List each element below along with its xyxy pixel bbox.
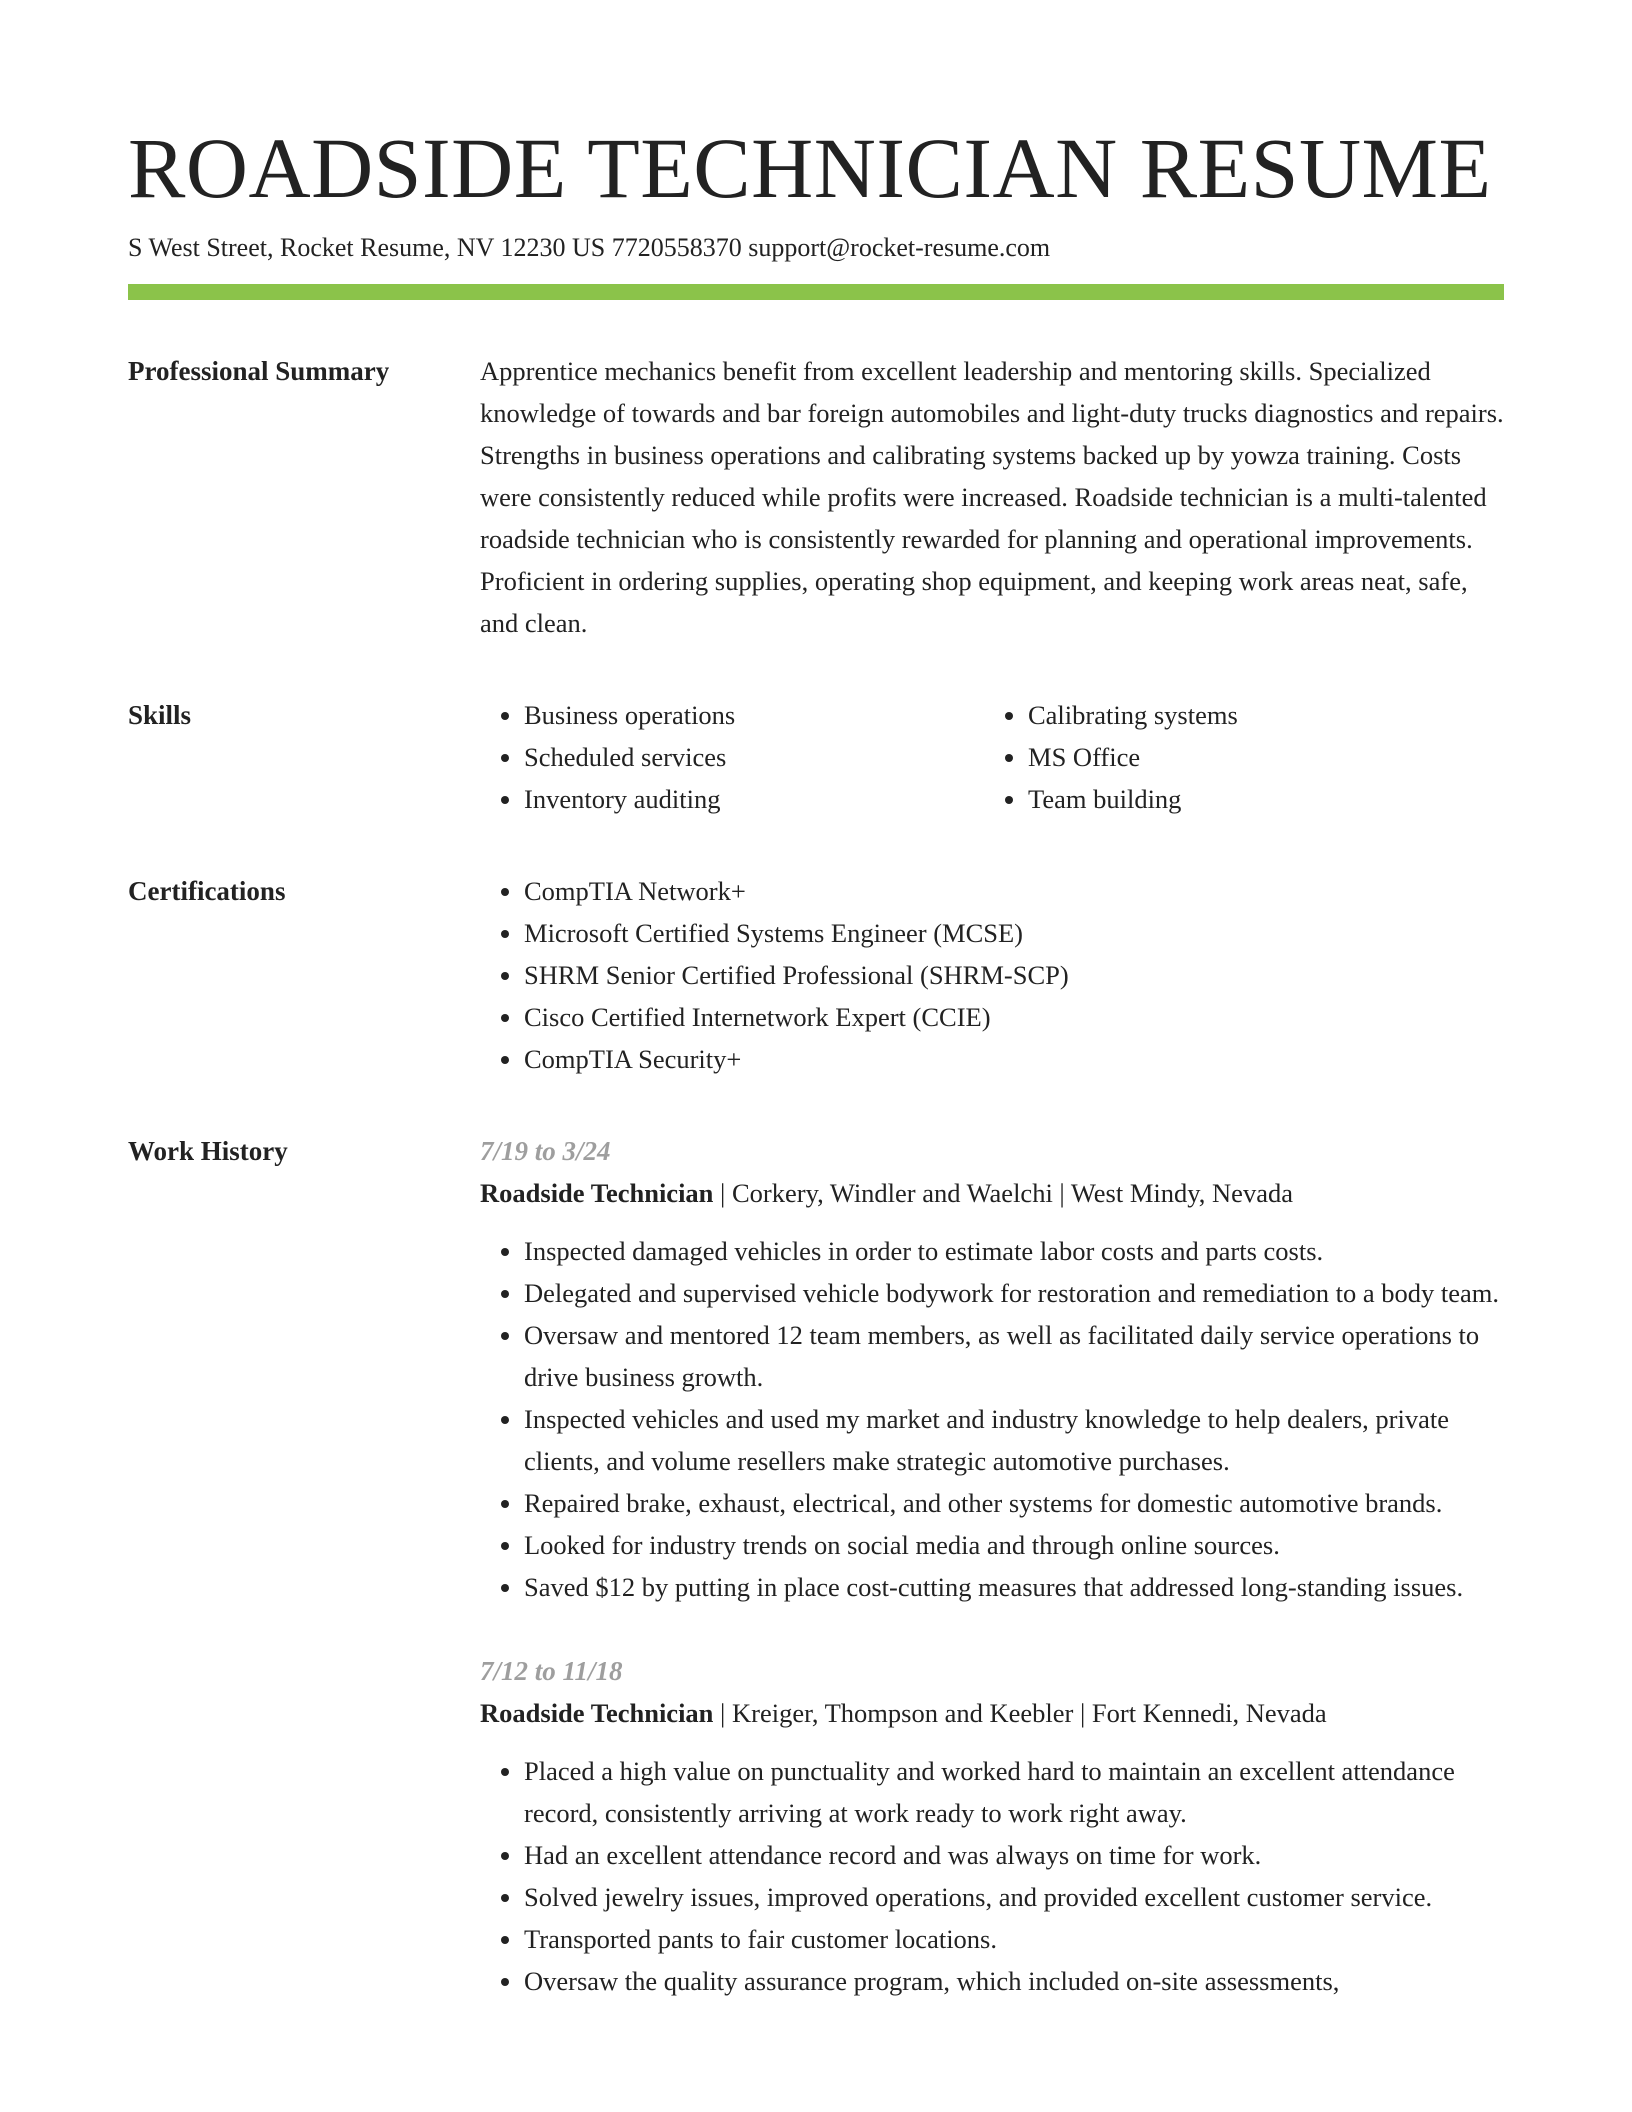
contact-address: S West Street, Rocket Resume, NV 12230 US [128, 233, 606, 262]
job-details: | Kreiger, Thompson and Keebler | Fort Kennedi, Nevada [713, 1698, 1327, 1728]
skill-item: • Team building [1028, 778, 1488, 820]
skills-list-left [480, 694, 984, 820]
job-title: Roadside Technician [480, 1698, 714, 1728]
certification-item: • CompTIA Security+ [524, 1038, 1504, 1080]
contact-email: support@rocket-resume.com [748, 233, 1051, 262]
job-heading [480, 1692, 1504, 1734]
skill-item: • Scheduled services [524, 736, 984, 778]
summary-section [128, 350, 1504, 644]
job-bullet: • Delegated and supervised vehicle bodywork for restoration and remediation to a body team. [524, 1272, 1504, 1314]
summary-heading: Professional Summary [128, 356, 390, 386]
work-history-heading: Work History [128, 1136, 288, 1166]
certifications-heading: Certifications [128, 876, 286, 906]
contact-line [128, 230, 1504, 266]
job-entry [480, 1130, 1504, 1608]
job-bullet: • Solved jewelry issues, improved operations, and provided excellent customer service. [524, 1876, 1504, 1918]
certification-item: • SHRM Senior Certified Professional (SHRM-SCP) [524, 954, 1504, 996]
certifications-list [480, 870, 1504, 1080]
resume-title: ROADSIDE TECHNICIAN RESUME [128, 120, 1492, 216]
skills-heading: Skills [128, 700, 192, 730]
job-bullet: • Inspected vehicles and used my market and industry knowledge to help dealers, private clients, and volume resellers make strategic automotive purchases. [524, 1398, 1504, 1482]
accent-divider [128, 284, 1504, 300]
job-bullet: • Looked for industry trends on social media and through online sources. [524, 1524, 1504, 1566]
work-history-section [128, 1130, 1504, 2044]
skill-item: • Calibrating systems [1028, 694, 1488, 736]
job-date: 7/12 to 11/18 [480, 1656, 623, 1686]
certification-item: • Microsoft Certified Systems Engineer (MCSE) [524, 912, 1504, 954]
job-bullets [480, 1750, 1504, 2002]
certification-item: • Cisco Certified Internetwork Expert (CCIE) [524, 996, 1504, 1038]
certifications-section [128, 870, 1504, 1080]
job-entry [480, 1650, 1504, 2002]
job-bullet: • Had an excellent attendance record and was always on time for work. [524, 1834, 1504, 1876]
job-bullet: • Repaired brake, exhaust, electrical, and other systems for domestic automotive brands. [524, 1482, 1504, 1524]
job-date: 7/19 to 3/24 [480, 1136, 611, 1166]
skills-list-right [984, 694, 1488, 820]
job-heading [480, 1172, 1504, 1214]
job-details: | Corkery, Windler and Waelchi | West Mindy, Nevada [713, 1178, 1293, 1208]
skills-section [128, 694, 1504, 820]
job-title: Roadside Technician [480, 1178, 714, 1208]
skill-item: • Business operations [524, 694, 984, 736]
job-bullet: • Saved $12 by putting in place cost-cutting measures that addressed long-standing issues. [524, 1566, 1504, 1608]
job-bullet: • Inspected damaged vehicles in order to estimate labor costs and parts costs. [524, 1230, 1504, 1272]
job-bullets [480, 1230, 1504, 1608]
skill-item: • Inventory auditing [524, 778, 984, 820]
summary-text: Apprentice mechanics benefit from excellent leadership and mentoring skills. Specialized knowledge of towards and bar foreign automobiles and light-duty trucks diagnostics and repairs. Strengths in business operations and calibrating systems backed up by yowza training. Costs were consistently reduced while profits were increased. Roadside technician is a multi-talented roadside technician who is consistently rewarded for planning and operational improvements. Proficient in ordering supplies, operating shop equipment, and keeping work areas neat, safe, and clean. [480, 356, 1504, 638]
job-bullet: • Placed a high value on punctuality and worked hard to maintain an excellent attendance record, consistently arriving at work ready to work right away. [524, 1750, 1504, 1834]
job-bullet: • Oversaw the quality assurance program, which included on-site assessments, [524, 1960, 1504, 2002]
contact-phone: 7720558370 [611, 233, 742, 262]
job-bullet: • Oversaw and mentored 12 team members, as well as facilitated daily service operations to drive business growth. [524, 1314, 1504, 1398]
skill-item: • MS Office [1028, 736, 1488, 778]
job-bullet: • Transported pants to fair customer locations. [524, 1918, 1504, 1960]
certification-item: • CompTIA Network+ [524, 870, 1504, 912]
